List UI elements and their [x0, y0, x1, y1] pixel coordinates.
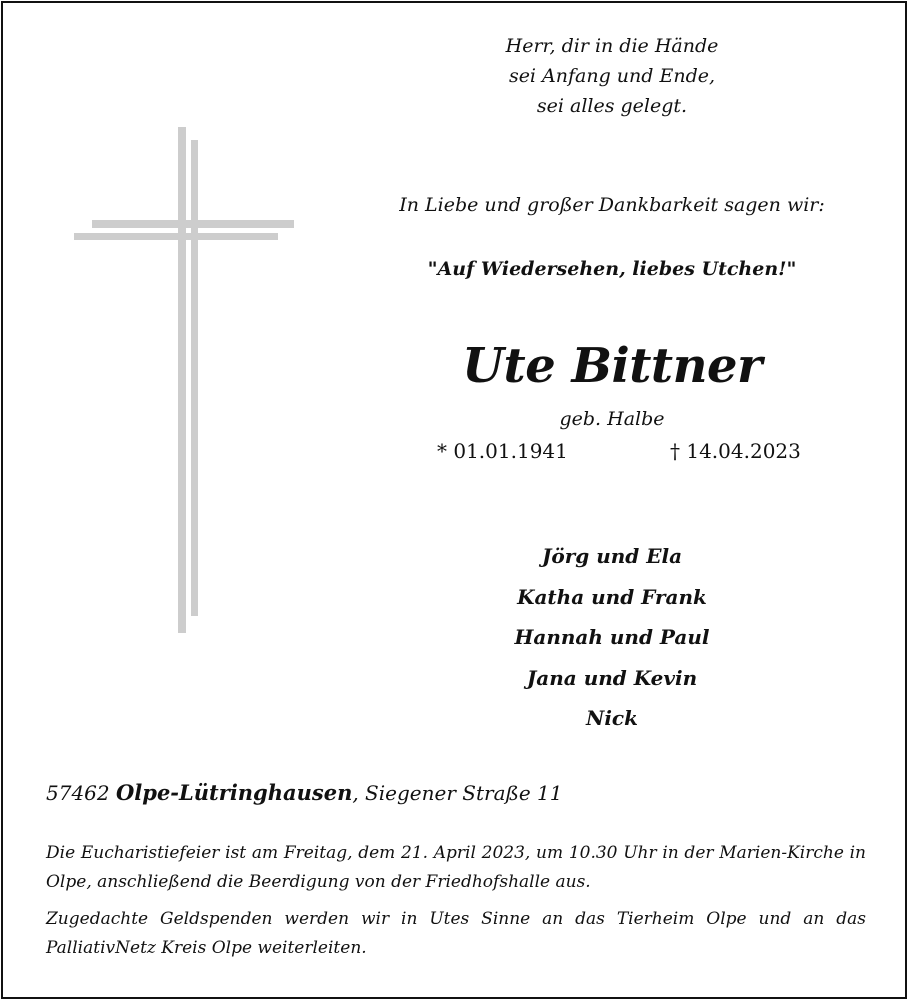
cross-vertical-shadow-bar — [191, 140, 198, 616]
cross-vertical-bar — [178, 127, 186, 633]
verse-line: sei Anfang und Ende, — [508, 65, 716, 87]
family-address — [46, 780, 563, 805]
death-date: † 14.04.2023 — [670, 439, 801, 463]
maiden-name: geb. Halbe — [559, 408, 665, 430]
cross-horizontal-bar — [92, 220, 294, 228]
deceased-name: Ute Bittner — [462, 338, 762, 394]
address-city: Olpe-Lütringhausen — [115, 780, 353, 805]
cross-horizontal-shadow-bar — [74, 233, 278, 240]
service-notice: Die Eucharistiefeier ist am Freitag, dem 21. April 2023, um 10.30 Uhr in der Marien-Kirche in Olpe, anschließend die Beerdigung von der Friedhofshalle aus. — [46, 843, 866, 892]
survivor-entry: Jana und Kevin — [526, 665, 698, 690]
verse-line: Herr, dir in die Hände — [505, 35, 719, 57]
survivor-entry: Hannah und Paul — [514, 625, 710, 649]
survivor-entry: Katha und Frank — [517, 584, 707, 609]
verse — [382, 31, 842, 121]
verse-line: sei alles gelegt. — [536, 95, 688, 117]
postal-code: 57462 — [46, 781, 110, 805]
farewell-quote: "Auf Wiedersehen, liebes Utchen!" — [427, 258, 797, 280]
survivor-entry: Nick — [586, 706, 638, 730]
survivors-list — [382, 536, 842, 739]
gratitude-line: In Liebe und großer Dankbarkeit sagen wir: — [399, 194, 825, 216]
survivor-entry: Jörg und Ela — [541, 544, 683, 568]
birth-date: * 01.01.1941 — [437, 439, 568, 463]
donation-notice: Zugedachte Geldspenden werden wir in Utes Sinne an das Tierheim Olpe und an das PalliativNetz Kreis Olpe weiterleiten. — [46, 909, 866, 958]
address-street: , Siegener Straße 11 — [352, 781, 563, 805]
